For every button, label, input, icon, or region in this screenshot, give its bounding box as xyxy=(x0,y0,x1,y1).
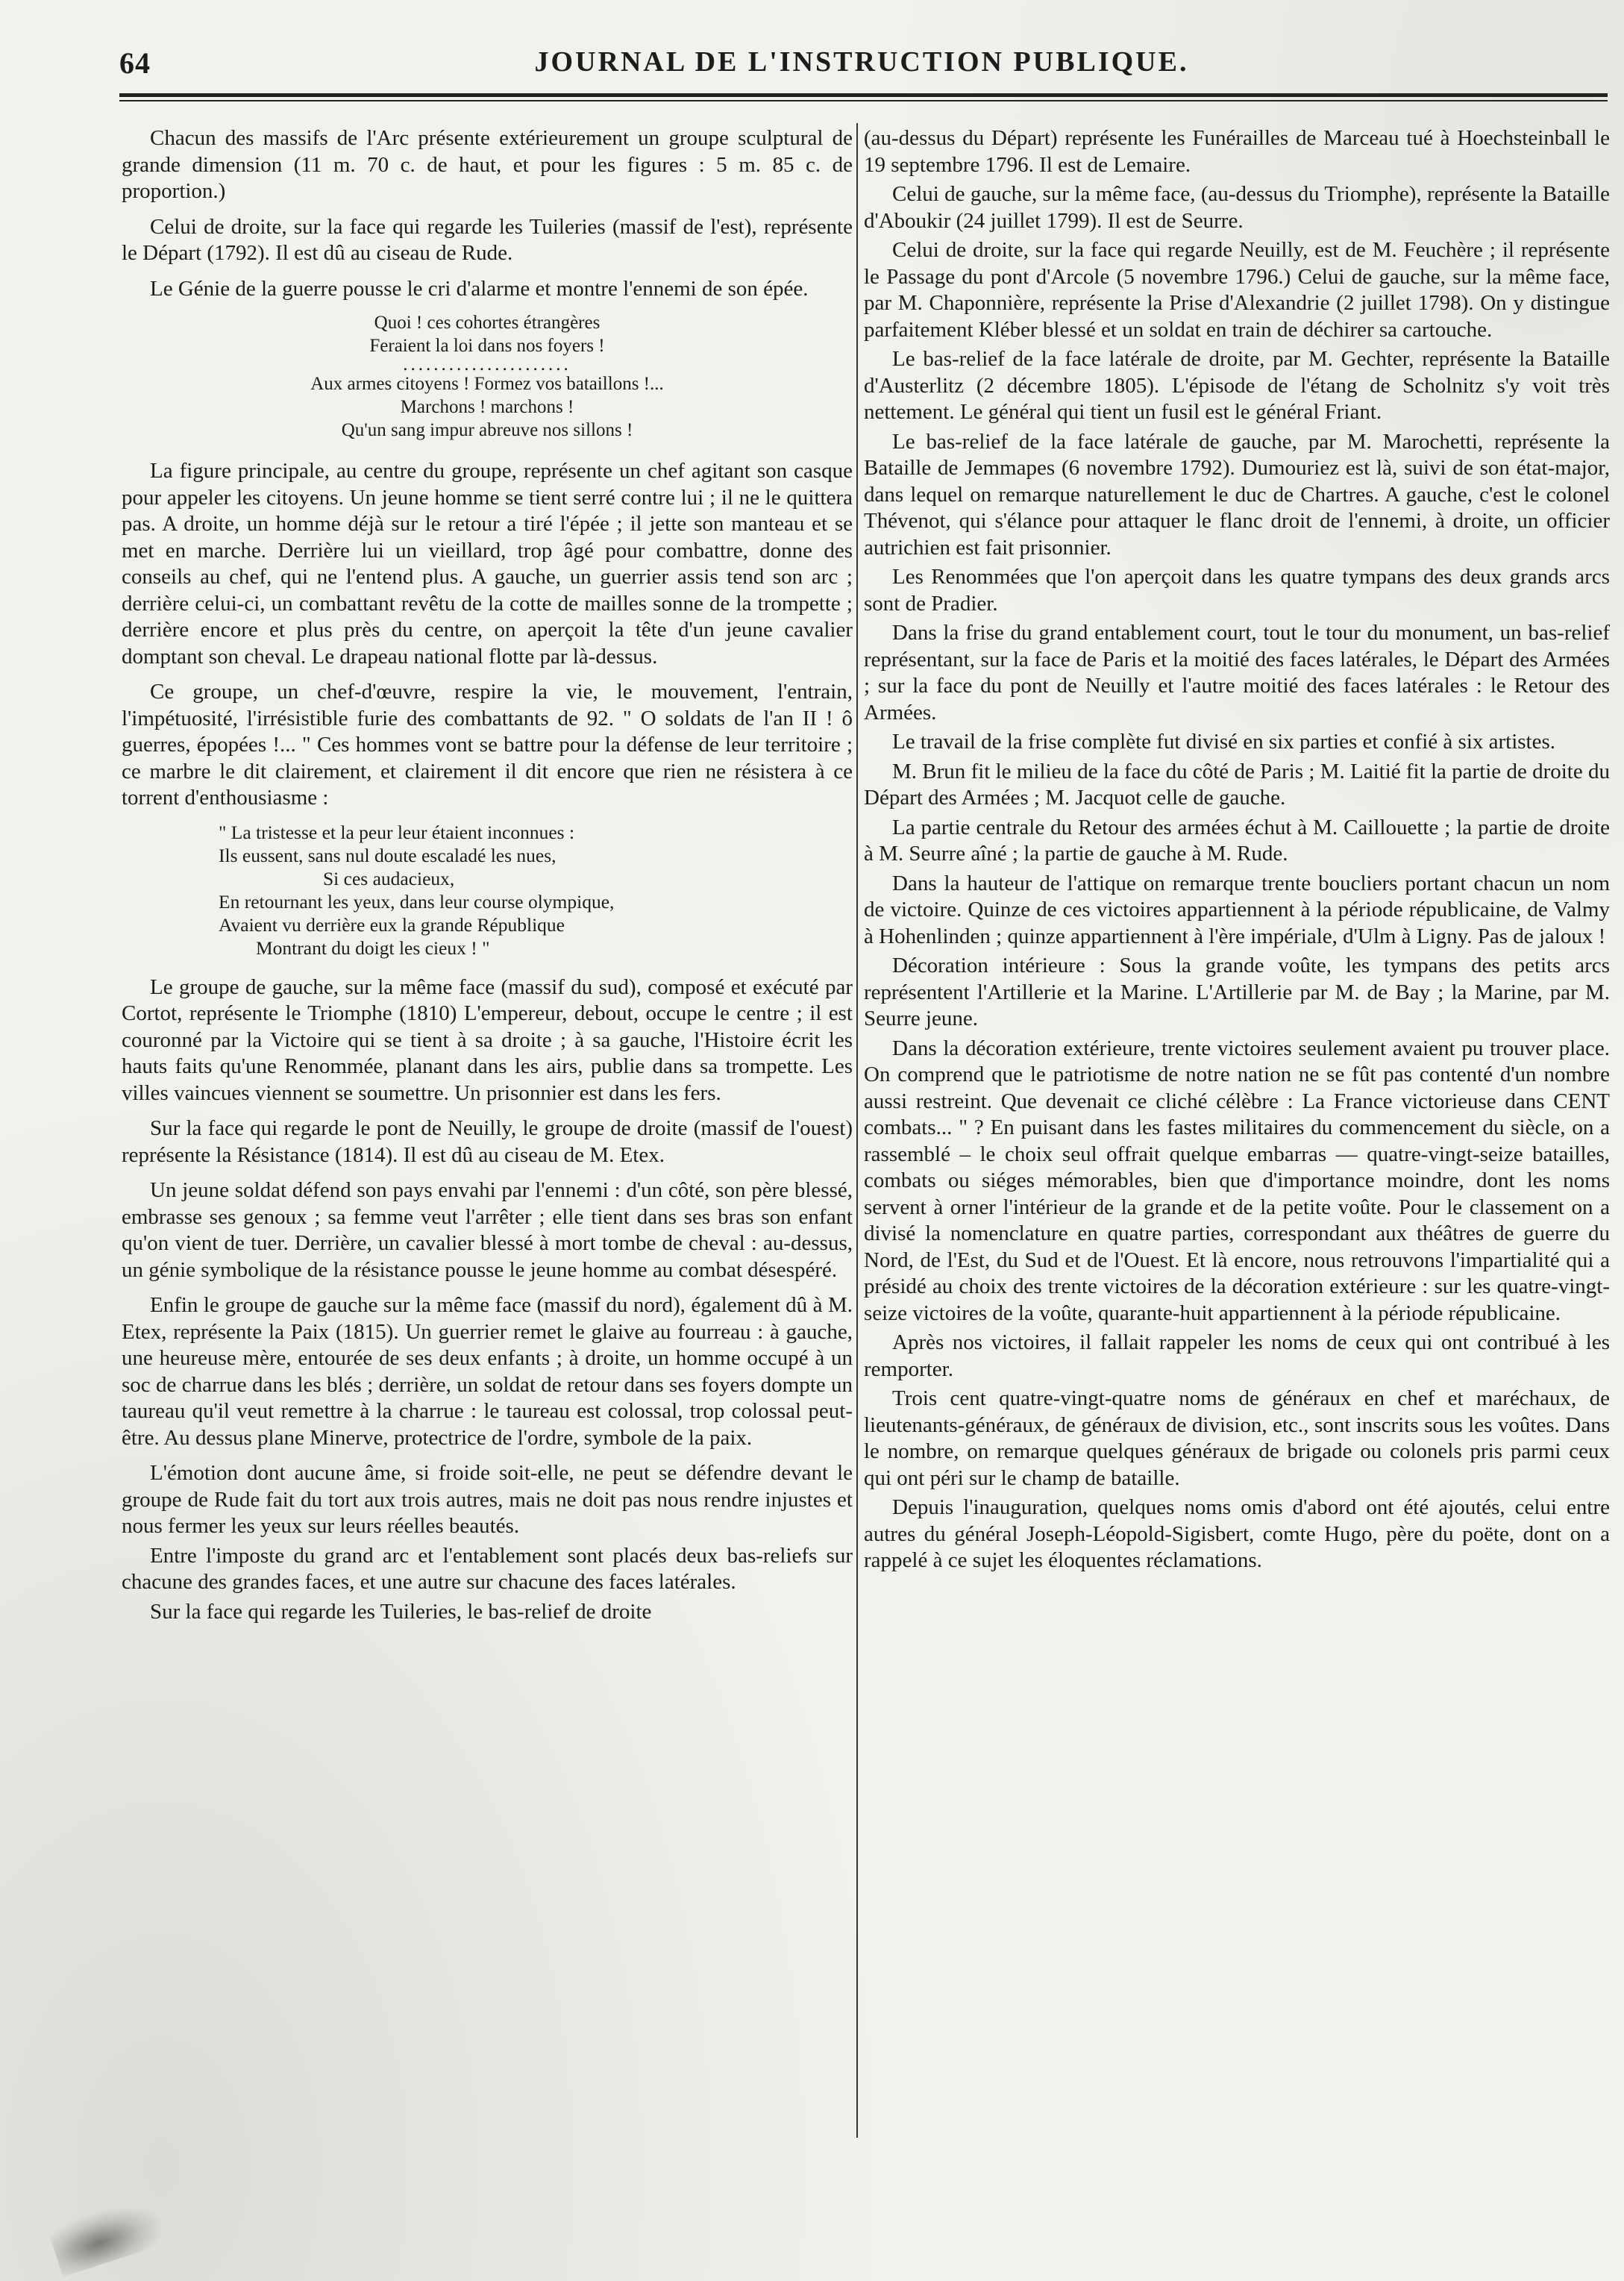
paragraph: Chacun des massifs de l'Arc présente extérieurement un groupe sculptural de grande dimension (11 m. 70 c. de haut, et pour les figures : 5 m. 85 c. de proportion.) xyxy=(122,126,853,203)
left-column xyxy=(122,125,853,1634)
paragraph: Le travail de la frise complète fut divisé en six parties et confié à six artistes. xyxy=(892,730,1556,754)
right-column xyxy=(864,125,1610,1577)
paragraph: Sur la face qui regarde les Tuileries, le bas-relief de droite xyxy=(150,1599,652,1624)
paragraph: Depuis l'inauguration, quelques noms omis d'abord ont été ajoutés, celui entre autres du général Joseph-Léopold-Sigisbert, comte Hugo, père du poëte, dont on a rappelé à ce sujet les éloquentes réclamations. xyxy=(864,1495,1610,1572)
paragraph: Celui de droite, sur la face qui regarde les Tuileries (massif de l'est), représente le Départ (1792). Il est dû au ciseau de Rude. xyxy=(122,214,853,265)
paragraph: Les Renommées que l'on aperçoit dans les quatre tympans des deux grands arcs sont de Pradier. xyxy=(864,565,1610,616)
paragraph: Entre l'imposte du grand arc et l'entablement sont placés deux bas-reliefs sur chacune des grandes faces, et une autre sur chacune des faces latérales. xyxy=(122,1543,853,1594)
paragraph: Celui de droite, sur la face qui regarde Neuilly, est de M. Feuchère ; il représente le Passage du pont d'Arcole (5 novembre 1796.) Celui de gauche, sur la même face, par M. Chaponnière, représente la Prise d'Alexandrie (2 juillet 1798). On y distingue parfaitement Kléber blessé et un soldat en train de déchirer sa cartouche. xyxy=(864,238,1610,342)
paragraph: Le bas-relief de la face latérale de droite, par M. Gechter, représente la Bataille d'Austerlitz (2 décembre 1805). L'épisode de l'étang de Scholnitz s'y voit très nettement. Le général qui tient un fusil est le général Friant. xyxy=(864,347,1610,424)
paragraph: Sur la face qui regarde le pont de Neuilly, le groupe de droite (massif de l'ouest) représente la Résistance (1814). Il est dû au ciseau de M. Etex. xyxy=(122,1116,853,1167)
paragraph: La figure principale, au centre du groupe, représente un chef agitant son casque pour appeler les citoyens. Un jeune homme se tient serré contre lui ; il ne le quittera pas. A droite, un homme déjà sur le retour a tiré l'épée ; il jette son manteau et se met en marche. Derrière lui un vieillard, trop âgé pour combattre, donne des conseils au chef, qui ne l'entend plus. A gauche, un guerrier assis tend son arc ; derrière celui-ci, un combattant revêtu de la cotte de mailles sonne de la trompette ; derrière encore et plus près du centre, on aperçoit la tête d'un jeune cavalier domptant son cheval. Le drapeau national flotte par là-dessus. xyxy=(122,459,853,669)
verse-line: Aux armes citoyens ! Formez vos bataillons !... xyxy=(310,374,664,394)
header-rule-thin xyxy=(119,100,1608,101)
paragraph: Ce groupe, un chef-d'œuvre, respire la vie, le mouvement, l'entrain, l'impétuosité, l'irrésistible furie des combattants de 92. " O soldats de l'an II ! ô guerres, épopées !... " Ces hommes vont se battre pour la défense de leur territoire ; ce marbre le dit clairement, et clairement il dit encore que rien ne résistera à ce torrent d'enthousiasme : xyxy=(122,680,853,810)
paragraph: Celui de gauche, sur la même face, (au-dessus du Triomphe), représente la Bataille d'Aboukir (24 juillet 1799). Il est de Seurre. xyxy=(864,182,1610,233)
verse-line: Quoi ! ces cohortes étrangères xyxy=(374,313,601,333)
verse-marseillaise xyxy=(122,311,853,442)
paragraph: Trois cent quatre-vingt-quatre noms de généraux en chef et maréchaux, de lieutenants-généraux, de généraux de division, etc., sont inscrits sous les voûtes. Dans le nombre, on remarque quelques généraux de brigade ou colonels pris parmi ceux qui ont péri sur le champ de bataille. xyxy=(864,1386,1610,1490)
paragraph: Dans la frise du grand entablement court, tout le tour du monument, un bas-relief représentant, sur la face de Paris et la moitié des faces latérales, le Départ des Armées ; sur la face du pont de Neuilly et l'autre moitié des faces latérales : le Retour des Armées. xyxy=(864,621,1610,725)
paragraph: Le groupe de gauche, sur la même face (massif du sud), composé et exécuté par Cortot, représente le Triomphe (1810) L'empereur, debout, occupe le centre ; il est couronné par la Victoire qui se tient à sa droite ; à sa gauche, l'Histoire écrit les hauts faits qu'une Renommée, planant dans les airs, publie dans sa trompette. Les villes vaincues viennent se soumettre. Un prisonnier est dans les fers. xyxy=(122,974,853,1105)
paragraph: Le bas-relief de la face latérale de gauche, par M. Marochetti, représente la Bataille de Jemmapes (6 novembre 1792). Dumouriez est là, suivi de son état-major, dans lequel on remarque naturellement le duc de Chartres. A gauche, c'est le colonel Thévenot, qui s'élance pour attaquer le flanc droit de l'ennemi, à droite, un officier autrichien est fait prisonnier. xyxy=(864,429,1610,560)
paragraph: Décoration intérieure : Sous la grande voûte, les tympans des petits arcs représentent l'Artillerie et la Marine. L'Artillerie par M. de Bay ; la Marine, par M. Seurre jeune. xyxy=(864,954,1610,1030)
page-number: 64 xyxy=(119,46,151,80)
verse-line: Si ces audacieux, xyxy=(323,867,455,889)
verse-line: En retournant les yeux, dans leur course olympique, xyxy=(219,890,615,913)
paragraph: Dans la hauteur de l'attique on remarque trente boucliers portant chacun un nom de victoire. Quinze de ces victoires appartiennent à la période républicaine, de Valmy à Hohenlinden ; quinze appartiennent à l'ère impériale, d'Ulm à Ligny. Pas de jaloux ! xyxy=(864,871,1610,948)
verse-hugo xyxy=(219,821,853,960)
paragraph: Le Génie de la guerre pousse le cri d'alarme et montre l'ennemi de son épée. xyxy=(150,276,809,301)
ink-smudge xyxy=(47,2193,169,2277)
running-title: JOURNAL DE L'INSTRUCTION PUBLIQUE. xyxy=(534,46,1189,78)
verse-line: Montrant du doigt les cieux ! " xyxy=(256,936,490,959)
verse-line: " La tristesse et la peur leur étaient inconnues : xyxy=(219,821,575,843)
verse-line: Marchons ! marchons ! xyxy=(400,397,574,417)
verse-ellipsis: ...................... xyxy=(403,354,571,375)
verse-line: Feraient la loi dans nos foyers ! xyxy=(369,336,605,356)
column-divider xyxy=(856,123,858,2138)
paragraph: Dans la décoration extérieure, trente victoires seulement avaient pu trouver place. On comprend que le patriotisme de notre nation ne se fût pas contenté d'un nombre aussi restreint. Que devenait ce cliché célèbre : La France victorieuse dans CENT combats... " ? En puisant dans les fastes militaires du commencement du siècle, on a rassemblé – le choix seul offrait quelque embarras — quatre-vingt-seize batailles, combats ou siéges mémorables, bien que d'importance moindre, dont les noms servent à orner l'intérieur de la grande et de la petite voûte. Pour le classement on a divisé la nomenclature en quatre parties, correspondant aux théâtres de guerre du Nord, de l'Est, du Sud et de l'Ouest. Et là encore, nous retrouvons l'impartialité qui a présidé au choix des trente victoires de la décoration extérieure : sur les quatre-vingt-seize victoires de la voûte, quarante-huit appartiennent à la période républicaine. xyxy=(864,1036,1610,1325)
paragraph: Après nos victoires, il fallait rappeler les noms de ceux qui ont contribué à les remporter. xyxy=(864,1330,1610,1381)
paragraph: Enfin le groupe de gauche sur la même face (massif du nord), également dû à M. Etex, représente la Paix (1815). Un guerrier remet le glaive au fourreau : à gauche, une heureuse mère, entourée de ses deux enfants ; à droite, un homme occupé à un soc de charrue dans les blés ; derrière, un soldat de retour dans ses foyers dompte un taureau qu'il veut remettre à la charrue : le taureau est colossal, trop colossal peut-être. Au dessus plane Minerve, protectrice de l'ordre, symbole de la paix. xyxy=(122,1293,853,1450)
verse-line: Ils eussent, sans nul doute escaladé les nues, xyxy=(219,844,557,866)
header-rule-thick xyxy=(119,93,1608,97)
verse-line: Qu'un sang impur abreuve nos sillons ! xyxy=(341,420,633,440)
paragraph: M. Brun fit le milieu de la face du côté de Paris ; M. Laitié fit la partie de droite du Départ des Armées ; M. Jacquot celle de gauche. xyxy=(864,759,1610,810)
paragraph: La partie centrale du Retour des armées échut à M. Caillouette ; la partie de droite à M. Seurre aîné ; la partie de gauche à M. Rude. xyxy=(864,815,1610,866)
page-header xyxy=(119,41,1604,86)
paragraph: Un jeune soldat défend son pays envahi par l'ennemi : d'un côté, son père blessé, embrasse ses genoux ; sa femme veut l'arrêter ; elle tient dans ses bras son enfant qu'on vient de tuer. Derrière, un cavalier blessé à mort tombe de cheval : au-dessus, un génie symbolique de la résistance pousse le jeune homme au combat désespéré. xyxy=(122,1178,853,1282)
paragraph: (au-dessus du Départ) représente les Funérailles de Marceau tué à Hoechsteinball le 19 septembre 1796. Il est de Lemaire. xyxy=(864,126,1610,177)
paragraph: L'émotion dont aucune âme, si froide soit-elle, ne peut se défendre devant le groupe de Rude fait du tort aux trois autres, mais ne doit pas nous rendre injustes et nous fermer les yeux sur leurs réelles beautés. xyxy=(122,1461,853,1538)
verse-line: Avaient vu derrière eux la grande République xyxy=(219,913,565,936)
